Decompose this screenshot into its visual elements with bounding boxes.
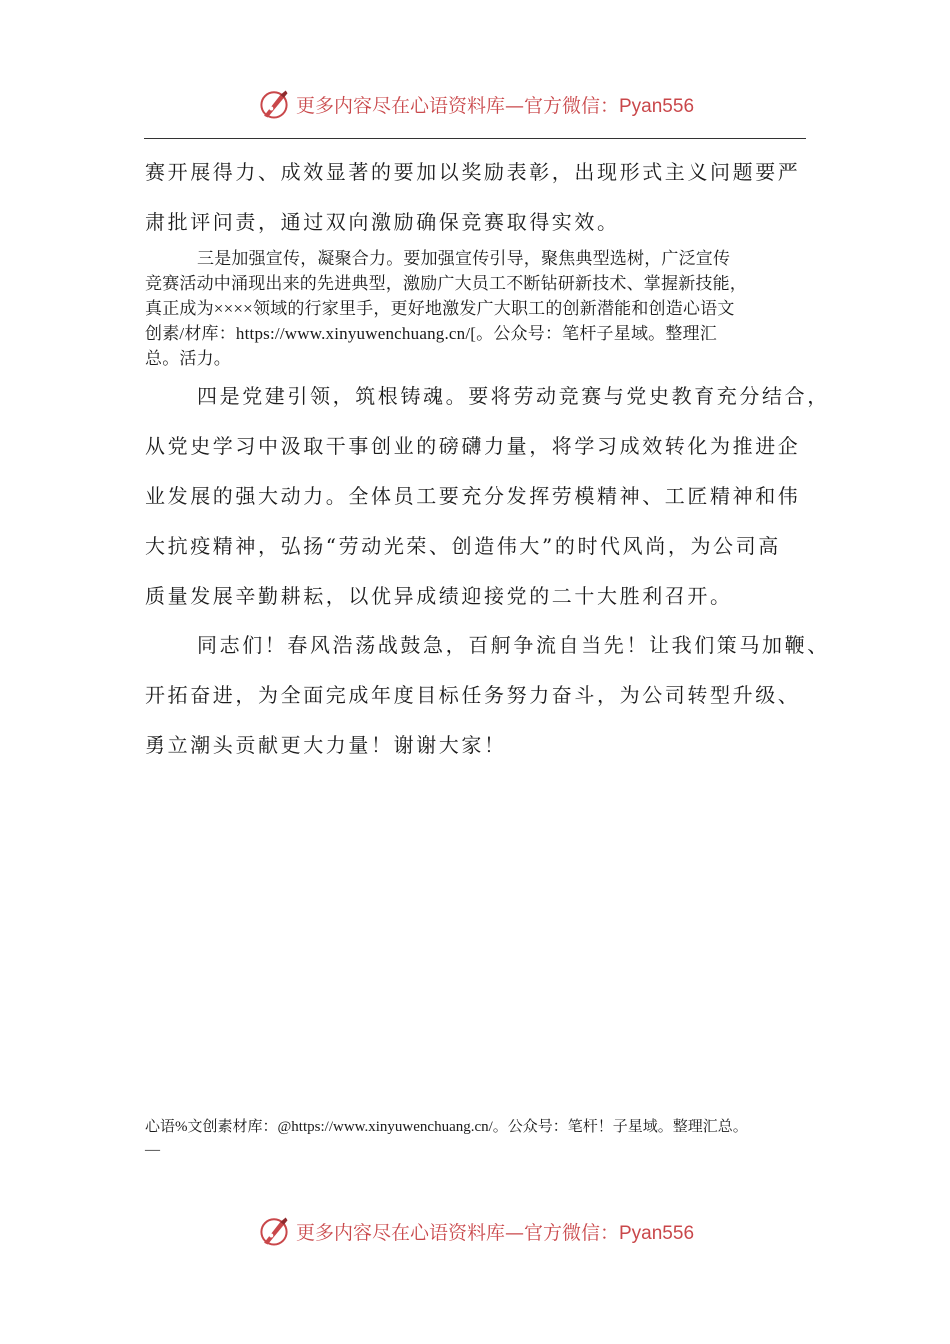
footer-note-line: — (145, 1142, 160, 1158)
text-line: 三是加强宣传，凝聚合力。要加强宣传引导，聚焦典型选树，广泛宣传 (197, 249, 731, 268)
text-line: 质量发展辛勤耕耘，以优异成绩迎接党的二十大胜利召开。 (145, 584, 733, 608)
pen-logo-icon (256, 86, 292, 122)
footer-banner-text: 更多内容尽在心语资料库—官方微信：Pyan556 (295, 1221, 695, 1244)
text-line: 从党史学习中汲取干事创业的磅礴力量，将学习成效转化为推进企 (145, 434, 801, 458)
text-line: 创素/材库：https://www.xinyuwenchuang.cn/[。公众号：笔杆子星域。整理汇 (145, 324, 717, 343)
text-line: 同志们！春风浩荡战鼓急，百舸争流自当先！让我们策马加鞭、 (197, 633, 830, 657)
footer-banner (0, 1211, 950, 1251)
text-line: 勇立潮头贡献更大力量！谢谢大家！ (145, 733, 507, 757)
paragraph-3 (145, 371, 830, 621)
header-divider (144, 138, 806, 139)
text-line: 业发展的强大动力。全体员工要充分发挥劳模精神、工匠精神和伟 (145, 484, 801, 508)
text-line: 总。活力。 (145, 349, 231, 368)
wechat-id: Pyan556 (619, 95, 695, 117)
text-line: 竞赛活动中涌现出来的先进典型，激励广大员工不断钻研新技术、掌握新技能， (145, 274, 747, 293)
text-line: 开拓奋进，为全面完成年度目标任务努力奋斗，为公司转型升级、 (145, 683, 801, 707)
header-banner-text: 更多内容尽在心语资料库—官方微信：Pyan556 (295, 94, 695, 117)
pen-logo-icon (256, 1213, 292, 1249)
text-line: 肃批评问责，通过双向激励确保竞赛取得实效。 (145, 210, 620, 234)
text-line: 赛开展得力、成效显著的要加以奖励表彰，出现形式主义问题要严 (145, 160, 801, 184)
text-line: 大抗疫精神，弘扬“劳动光荣、创造伟大”的时代风尚，为公司高 (145, 534, 781, 558)
header-banner (0, 84, 950, 124)
text-line: 四是党建引领，筑根铸魂。要将劳动竞赛与党史教育充分结合， (197, 384, 830, 408)
footer-note-line: 心语%文创素材库：@https://www.xinyuwenchuang.cn/。公众号：笔杆！子星域。整理汇总。 (145, 1119, 748, 1135)
footer-note (145, 1116, 835, 1162)
paragraph-2 (145, 246, 815, 371)
paragraph-4 (145, 620, 830, 770)
text-line: 真正成为××××领域的行家里手，更好地激发广大职工的创新潜能和创造心语文 (145, 299, 735, 318)
paragraph-1 (145, 147, 807, 247)
wechat-id: Pyan556 (619, 1222, 695, 1244)
